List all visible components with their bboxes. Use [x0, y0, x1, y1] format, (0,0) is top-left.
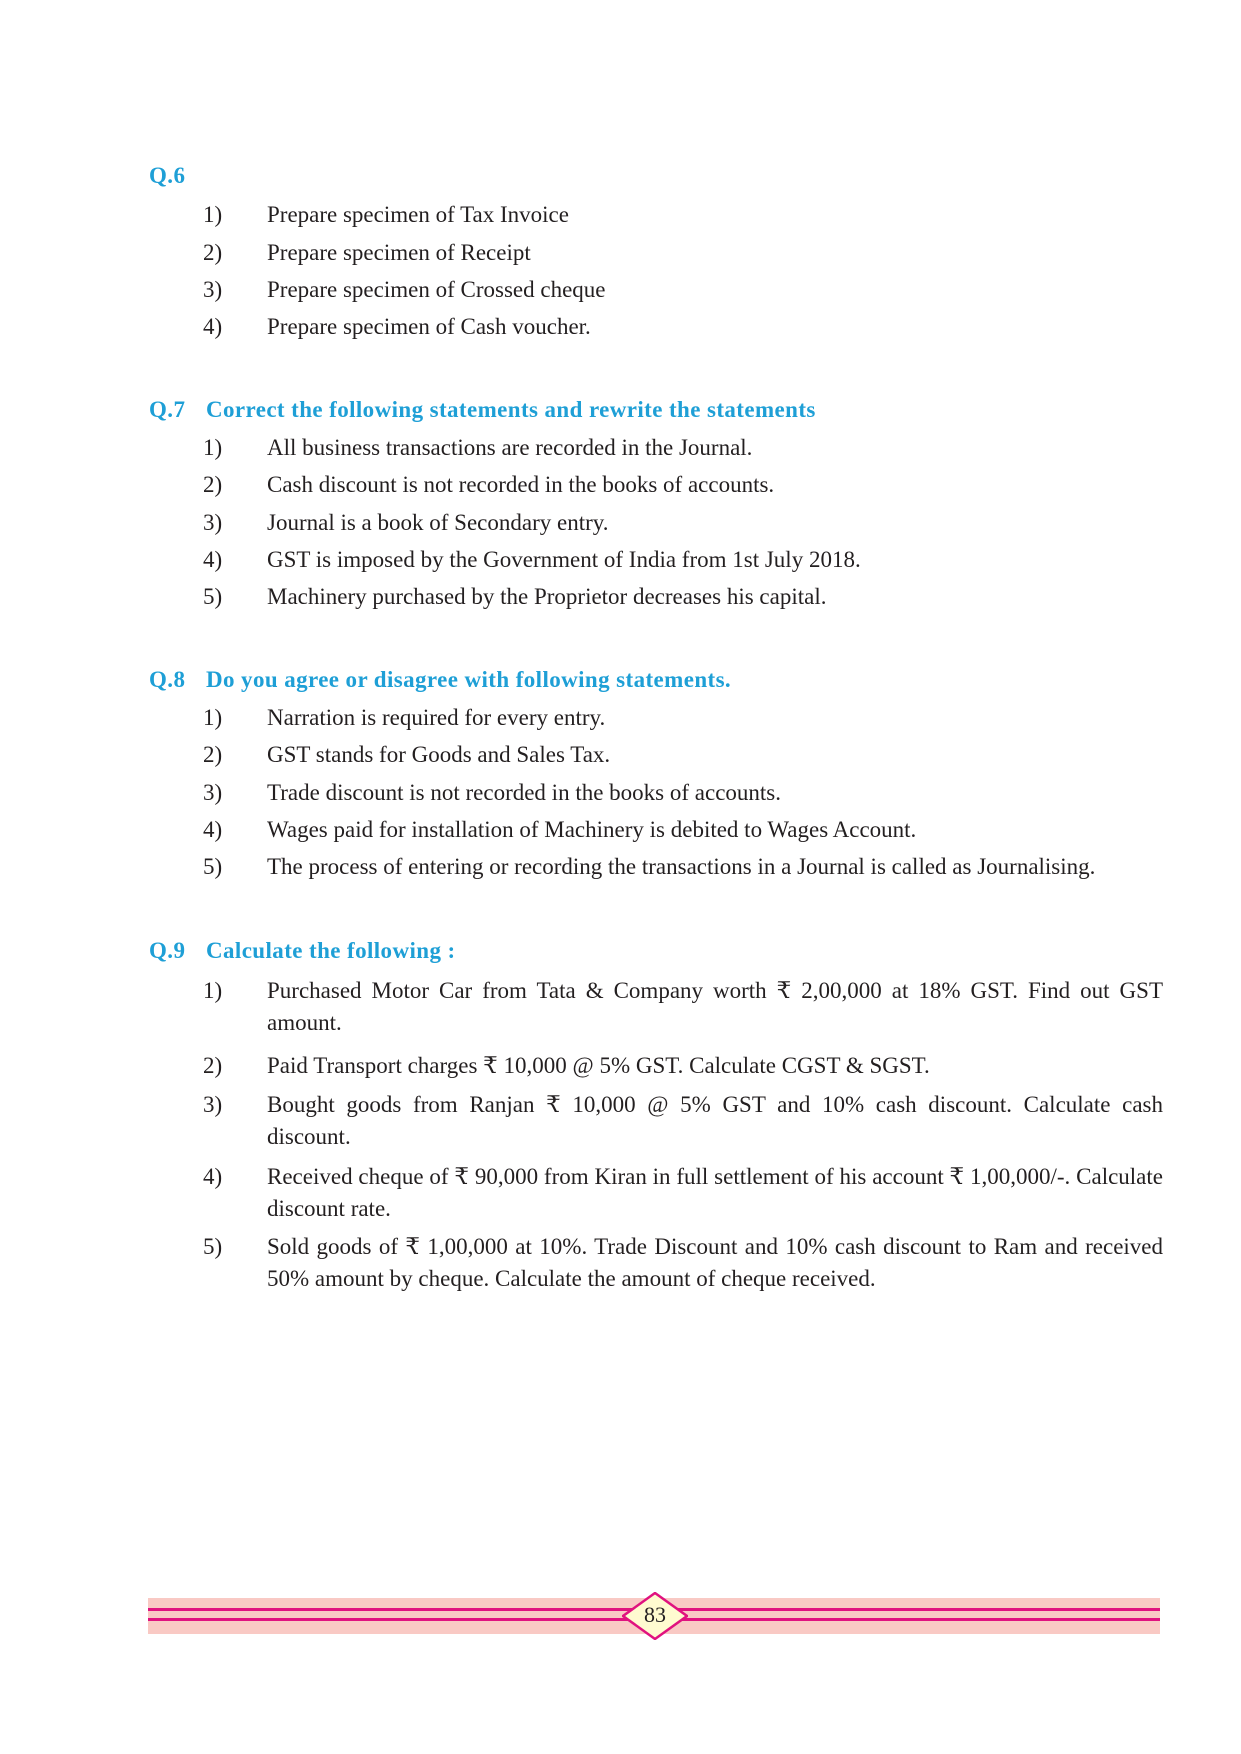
q9-title: Calculate the following :: [206, 938, 456, 963]
q8-title: Do you agree or disagree with following statements.: [206, 667, 732, 692]
q8-number: Q.8: [149, 667, 186, 692]
q9-number: Q.9: [149, 938, 186, 963]
q6-heading: [149, 163, 206, 189]
page-number: 83: [644, 1602, 666, 1627]
q7-title: Correct the following statements and rewrite the statements: [206, 397, 816, 422]
q8-heading: [149, 667, 731, 693]
q6-number: Q.6: [149, 163, 186, 188]
q9-heading: [149, 938, 456, 964]
q7-number: Q.7: [149, 397, 186, 422]
q7-heading: [149, 397, 816, 423]
